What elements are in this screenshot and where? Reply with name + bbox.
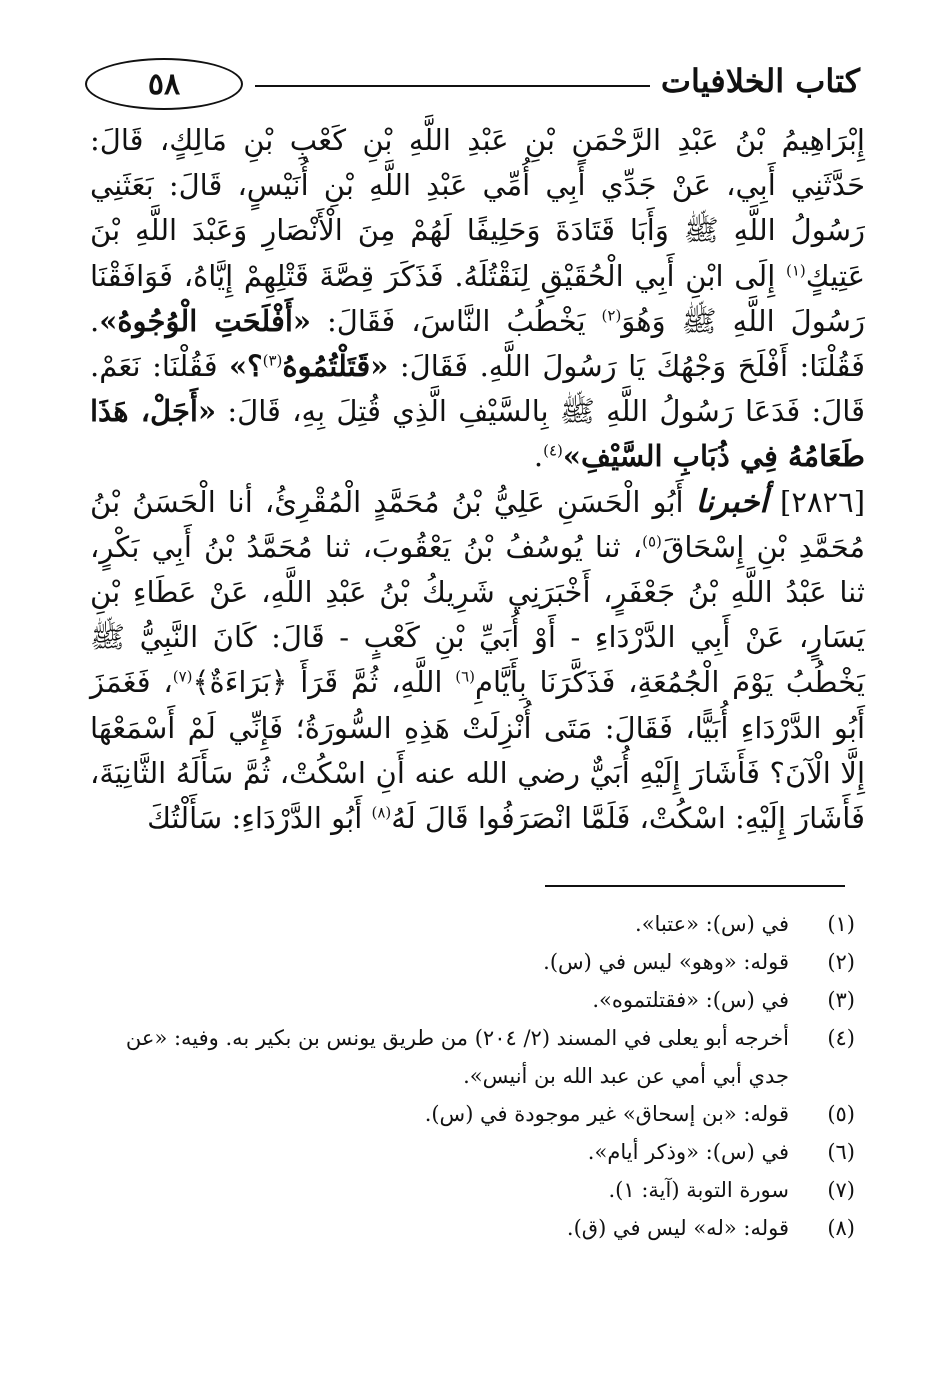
- text-run: . فَقُلْنَا: أَفْلَحَ وَجْهُكَ يَا رَسُولَ اللَّهِ. فَقَالَ:: [90, 303, 865, 384]
- footnote-text: في (س): «وذكر أيام».: [587, 1140, 789, 1164]
- prophetic-quote: ؟»: [229, 349, 263, 384]
- footnote-ref[interactable]: (١): [785, 260, 806, 279]
- footnote-number: (٤): [827, 1026, 855, 1050]
- prophetic-quote: «أَفْلَحَتِ الْوُجُوهُ»: [99, 303, 312, 338]
- footnote-number: (٥): [827, 1102, 855, 1126]
- footnote-ref[interactable]: (٢): [601, 306, 622, 325]
- footnote-item: [110, 1133, 855, 1171]
- footnote-text: في (س): «فقتلتموه».: [592, 988, 789, 1012]
- book-title: كتاب الخلافيات: [660, 62, 860, 100]
- footnote-text: في (س): «عتبا».: [635, 912, 789, 936]
- header-rule: [255, 85, 650, 87]
- footnote-text: قوله: «له» ليس في (ق).: [566, 1216, 789, 1240]
- footnote-ref[interactable]: (٣): [262, 351, 283, 370]
- text-run: إِلَى ابْنِ أَبِي الْحُقَيْقِ لِنَقْتُلَهُ. فَذَكَرَ قِصَّةَ قَتْلِهِمْ إِيَّاهُ، فَوَافَقْنَا رَسُولَ اللَّهِ ﷺ وَهُوَ: [90, 258, 865, 338]
- page-number-badge: [85, 58, 243, 110]
- text-run: أَبُو الْحَسَنِ عَلِيُّ بْنُ مُحَمَّدٍ الْمُقْرِئُ، أنا الْحَسَنُ بْنُ مُحَمَّدِ بْنِ إِسْحَاقَ: [90, 484, 865, 564]
- footnote-text: قوله: «بن إسحاق» غير موجودة في (س).: [424, 1102, 789, 1126]
- page-number: ٥٨: [147, 66, 181, 102]
- footnote-number: (١): [827, 912, 855, 936]
- footnote-number: (٨): [827, 1216, 855, 1240]
- footnote-text: قوله: «وهو» ليس في (س).: [543, 950, 789, 974]
- footnote-item: [110, 943, 855, 981]
- text-run: اللَّهِ، ثُمَّ قَرَأَ ﴿بَرَاءَةٌ﴾: [192, 665, 456, 700]
- footnote-item: [110, 1019, 855, 1095]
- prophetic-quote: «أَجَلْ، هَذَا طَعَامُهُ فِي ذُبَابِ السَّيْفِ»: [90, 394, 865, 474]
- footnote-ref[interactable]: (٧): [172, 667, 193, 686]
- footnote-ref[interactable]: (٦): [455, 667, 476, 686]
- footnote-item: [110, 1095, 855, 1133]
- hadith-number: [٢٨٢٦]: [780, 484, 866, 519]
- footnote-number: (٧): [827, 1178, 855, 1202]
- footnote-text: سورة التوبة (آية: ١).: [608, 1178, 789, 1202]
- text-run: ، ثنا يُوسُفُ بْنُ يَعْقُوبَ، ثنا مُحَمَّدُ بْنُ أَبِي بَكْرٍ، ثنا عَبْدُ اللَّهِ بْنُ جَعْفَرٍ، أَخْبَرَنِي شَرِيكُ بْنُ عَبْدِ اللَّهِ، عَنْ عَطَاءِ بْنِ يَسَارٍ، عَنْ أَبِي الدَّرْدَاءِ - أَوْ أُبَيِّ بْنِ كَعْبٍ - قَالَ: كَانَ النَّبِيُّ ﷺ يَخْطُبُ يَوْمَ الْجُمُعَةِ، فَذَكَّرَنَا بِأَيَّامِ: [90, 529, 865, 700]
- footnote-ref[interactable]: (٥): [642, 532, 662, 551]
- footnote-ref[interactable]: (٤): [543, 441, 563, 460]
- text-run: ، فَغَمَزَ أَبُو الدَّرْدَاءِ أُبَيًّا، فَقَالَ: مَتَى أُنْزِلَتْ هَذِهِ السُّورَةُ؛ فَإِنِّي لَمْ أَسْمَعْهَا إِلَّا الْآنَ؟ فَأَشَارَ إِلَيْهِ أُبَيٌّ رضي الله عنه أَنِ اسْكُتْ، ثُمَّ سَأَلَهُ الثَّانِيَةَ، فَأَشَارَ إِلَيْهِ: اسْكُتْ، فَلَمَّا انْصَرَفُوا قَالَ لَهُ: [90, 665, 865, 836]
- prophetic-quote: «قَتَلْتُمُوهُ: [282, 349, 389, 384]
- footnote-item: [110, 905, 855, 943]
- text-run: فَقُلْنَا: نَعَمْ. قَالَ: فَدَعَا رَسُولُ اللَّهِ ﷺ بِالسَّيْفِ الَّذِي قُتِلَ بِهِ، قَالَ:: [90, 349, 865, 429]
- footnote-separator: [545, 885, 845, 887]
- text-run: يَخْطُبُ النَّاسَ، فَقَالَ:: [311, 303, 602, 338]
- footnotes-list: [110, 905, 855, 1247]
- paragraph-hadith-2826: [90, 480, 865, 842]
- page-header: [85, 58, 860, 114]
- footnote-ref[interactable]: (٨): [371, 803, 392, 822]
- akhbarana-marker: أخبرنا: [695, 483, 768, 520]
- footnote-item: [110, 1209, 855, 1247]
- main-text: [90, 118, 865, 841]
- footnote-number: (٦): [827, 1140, 855, 1164]
- footnote-number: (٢): [827, 950, 855, 974]
- footnote-number: (٣): [827, 988, 855, 1012]
- paragraph-hadith-continuation: [90, 118, 865, 480]
- text-run: أَبُو الدَّرْدَاءِ: سَأَلْتُكَ: [147, 801, 372, 836]
- text-run: .: [533, 439, 544, 474]
- footnote-text: أخرجه أبو يعلى في المسند (٢/ ٢٠٤) من طريق يونس بن بكير به. وفيه: «عن جدي أبي أمي عن عبد الله بن أنيس».: [125, 1026, 789, 1088]
- footnote-item: [110, 981, 855, 1019]
- text-run: إِبْرَاهِيمُ بْنُ عَبْدِ الرَّحْمَنِ بْنِ عَبْدِ اللَّهِ بْنِ كَعْبِ بْنِ مَالِكٍ، قَالَ: حَدَّثَنِي أَبِي، عَنْ جَدِّي أَبِي أُمِّي عَبْدِ اللَّهِ بْنِ أُنَيْسٍ، قَالَ: بَعَثَنِي رَسُولُ اللَّهِ ﷺ وَأَبَا قَتَادَةَ وَحَلِيفًا لَهُمْ مِنَ الْأَنْصَارِ وَعَبْدَ اللَّهِ بْنَ عَتِيكٍ: [90, 123, 865, 293]
- footnote-item: [110, 1171, 855, 1209]
